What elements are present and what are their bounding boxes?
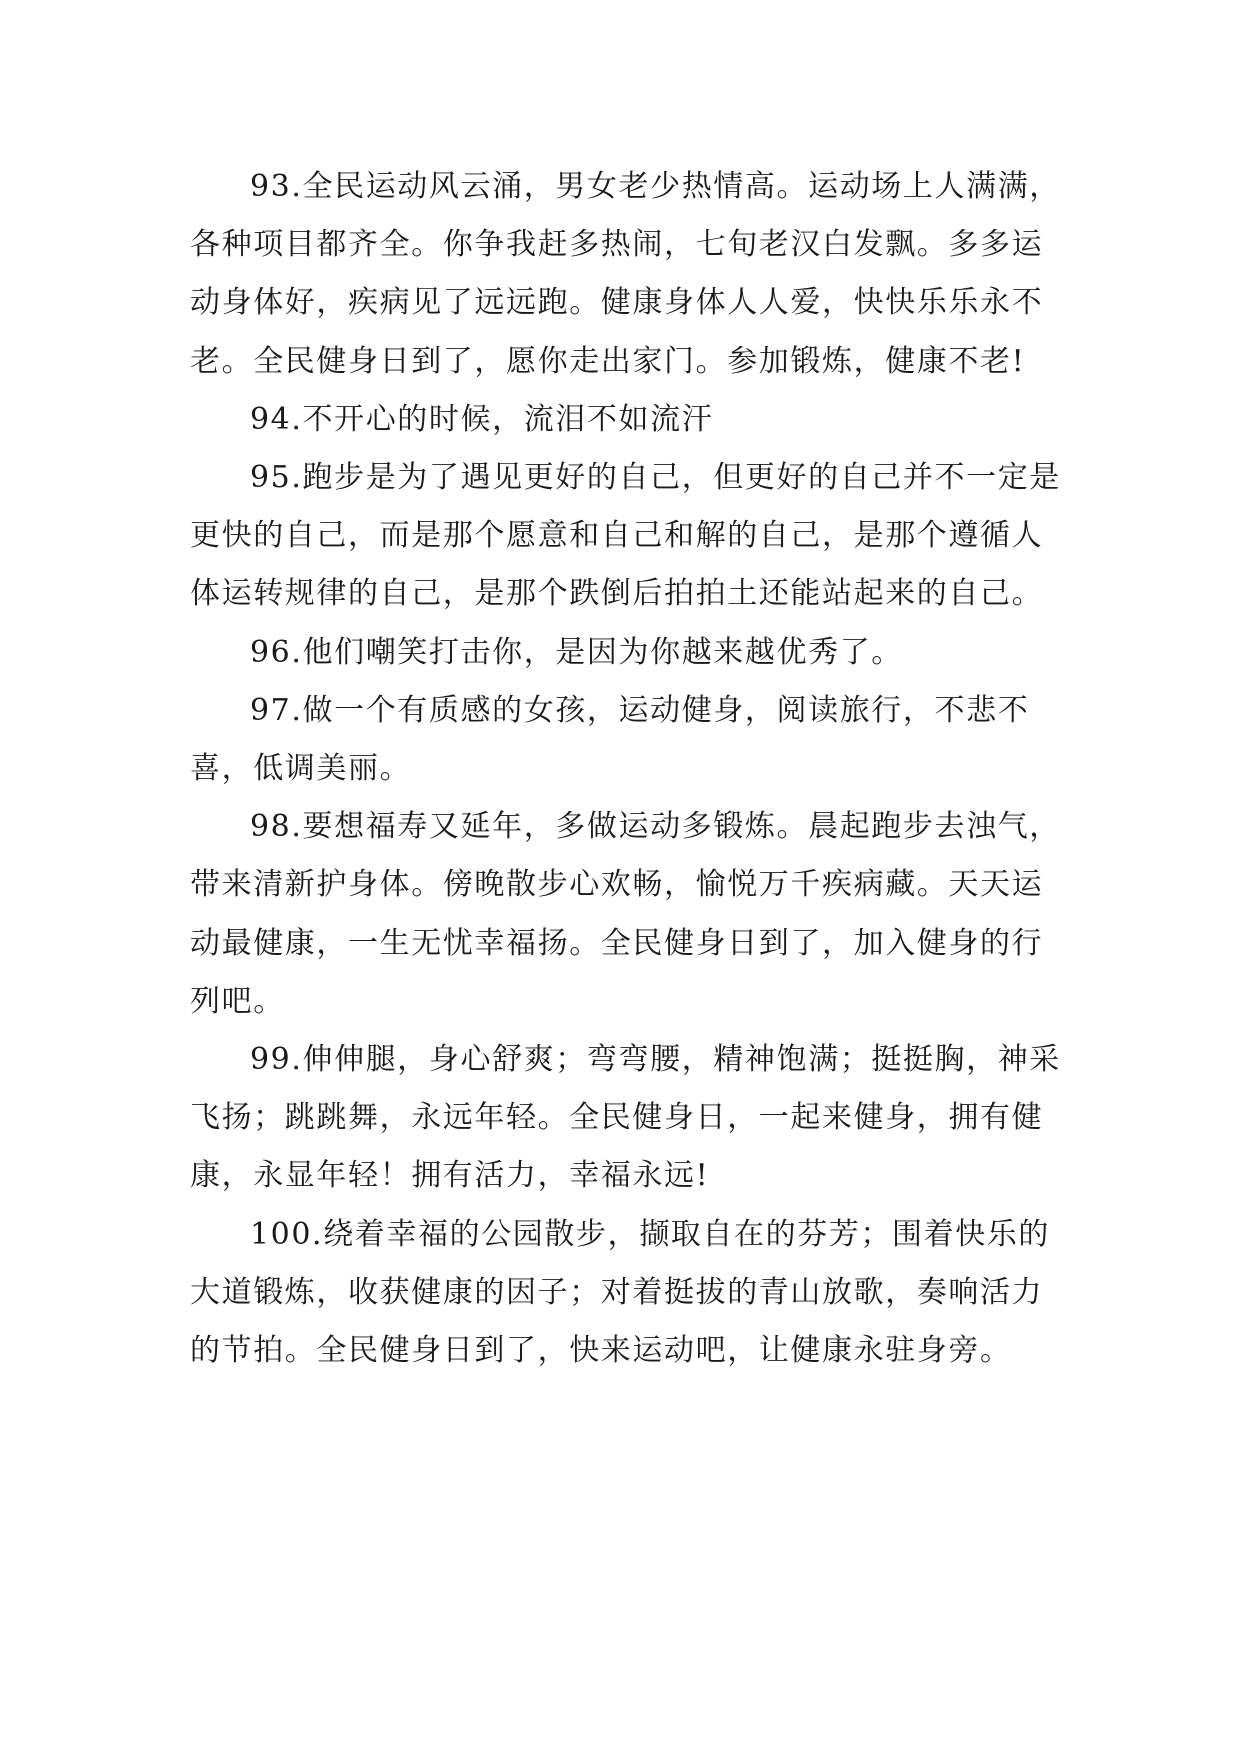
paragraph-97: 97.做一个有质感的女孩，运动健身，阅读旅行，不悲不喜，低调美丽。 (190, 692, 1030, 787)
paragraph-98: 98.要想福寿又延年，多做运动多锻炼。晨起跑步去浊气，带来清新护身体。傍晚散步心欢畅，愉悦万千疾病藏。天天运动最健康，一生无忧幸福扬。全民健身日到了，加入健身的行列吧。 (190, 809, 1061, 1019)
paragraph-99: 99.伸伸腿，身心舒爽；弯弯腰，精神饱满；挺挺胸，神采飞扬；跳跳舞，永远年轻。全民健身日，一起来健身，拥有健康，永显年轻！拥有活力，幸福永远! (190, 1042, 1061, 1194)
paragraph-93: 93.全民运动风云涌，男女老少热情高。运动场上人满满，各种项目都齐全。你争我赶多热闹，七旬老汉白发飘。多多运动身体好，疾病见了远远跑。健康身体人人爱，快快乐乐永不老。全民健身日到了，愿你走出家门。参加锻炼，健康不老! (190, 169, 1061, 379)
paragraph-100: 100.绕着幸福的公园散步，撷取自在的芬芳；围着快乐的大道锻炼，收获健康的因子；对着挺拔的青山放歌，奏响活力的节拍。全民健身日到了，快来运动吧，让健康永驻身旁。 (190, 1216, 1050, 1369)
paragraph-95: 95.跑步是为了遇见更好的自己，但更好的自己并不一定是更快的自己，而是那个愿意和自己和解的自己，是那个遵循人体运转规律的自己，是那个跌倒后拍拍土还能站起来的自己。 (190, 460, 1061, 612)
paragraph-94: 94.不开心的时候，流泪不如流汗 (250, 401, 714, 437)
document-body (190, 158, 1070, 1380)
paragraph-96: 96.他们嘲笑打击你，是因为你越来越优秀了。 (250, 634, 903, 670)
